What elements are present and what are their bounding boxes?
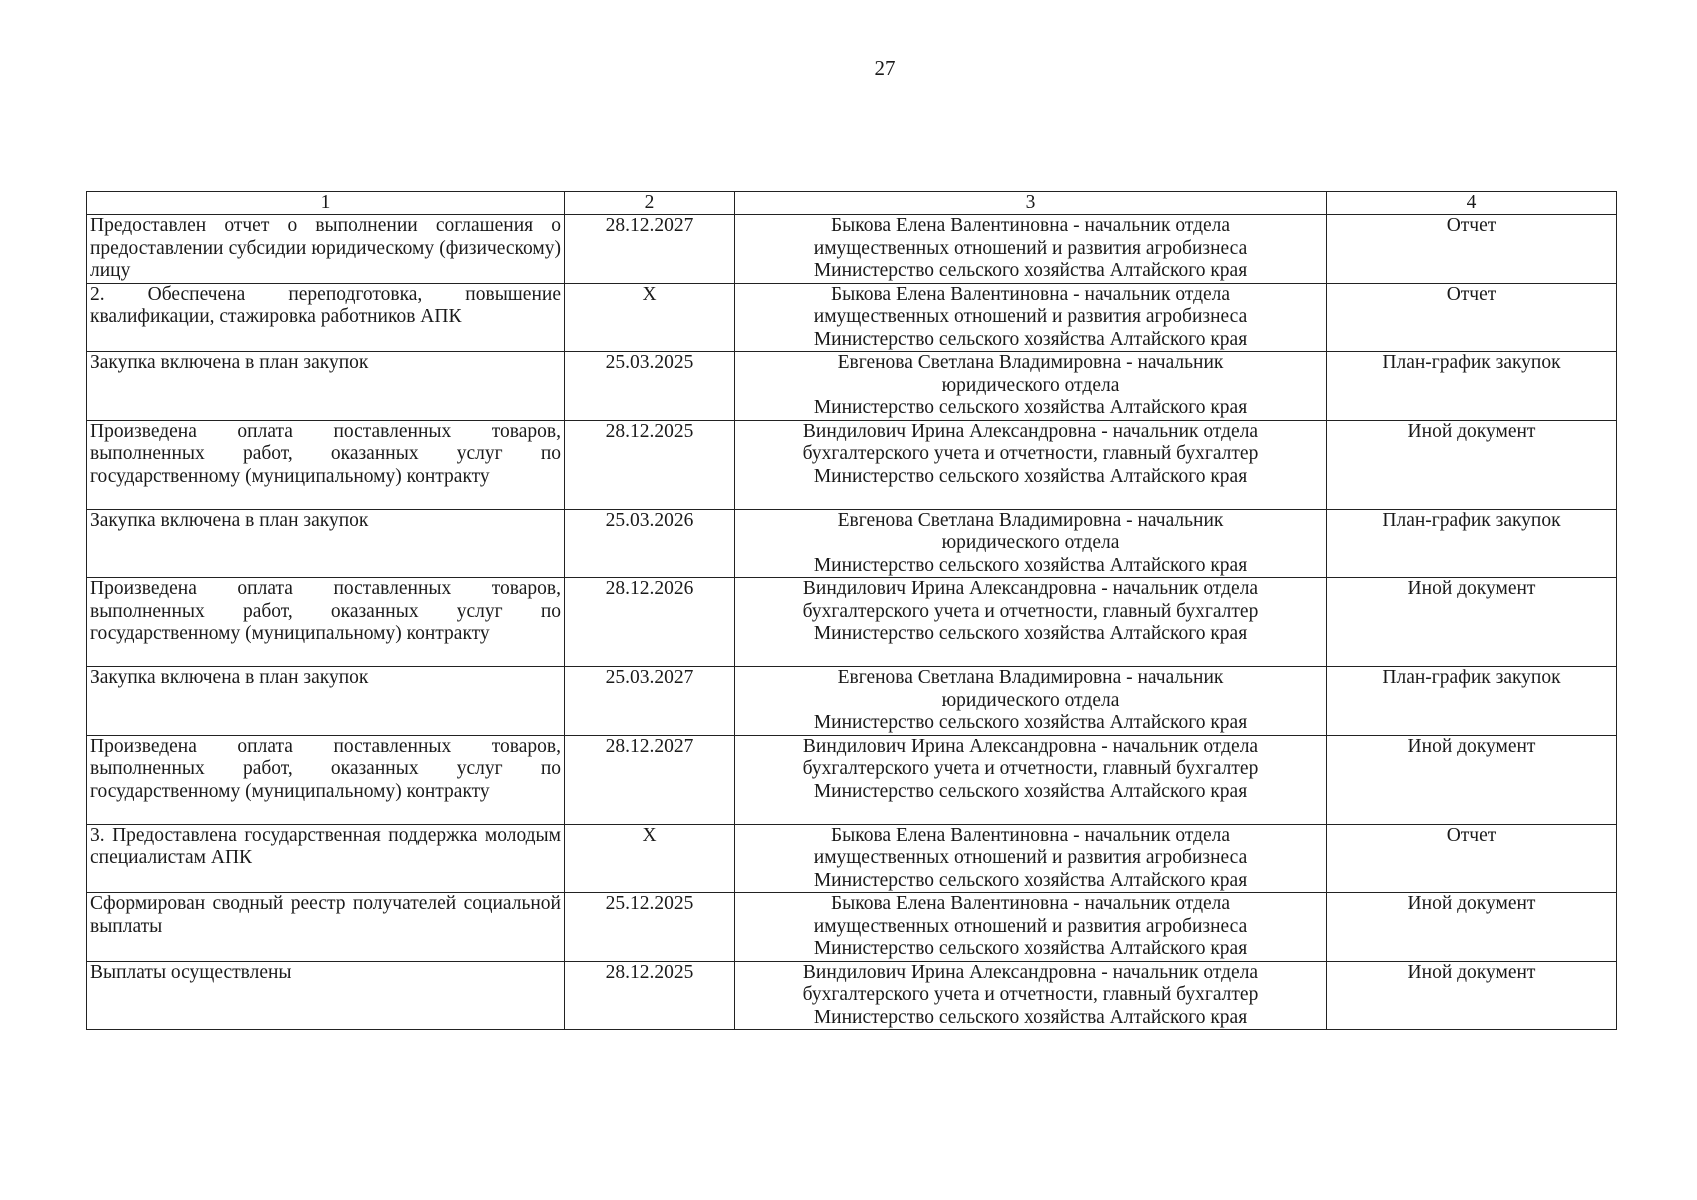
responsible-line: Министерство сельского хозяйства Алтайского края bbox=[813, 780, 1248, 802]
responsible-cell bbox=[735, 420, 1327, 509]
date-cell: 25.12.2025 bbox=[565, 893, 735, 962]
responsible-line: Министерство сельского хозяйства Алтайского края bbox=[813, 328, 1248, 350]
date-cell: 28.12.2027 bbox=[565, 215, 735, 284]
responsible-cell bbox=[735, 735, 1327, 824]
document-cell: План-график закупок bbox=[1327, 667, 1617, 736]
document-cell: Иной документ bbox=[1327, 893, 1617, 962]
table-row bbox=[87, 578, 1617, 667]
responsible-line: Виндилович Ирина Александровна - начальник отдела bbox=[802, 420, 1259, 442]
table-row bbox=[87, 824, 1617, 893]
responsible-line: Министерство сельского хозяйства Алтайского края bbox=[813, 938, 1248, 959]
date-cell: 28.12.2025 bbox=[565, 420, 735, 509]
responsible-cell bbox=[735, 352, 1327, 421]
date-cell: 25.03.2027 bbox=[565, 667, 735, 736]
responsible-line: Виндилович Ирина Александровна - начальник отдела bbox=[802, 735, 1259, 757]
date-cell: X bbox=[565, 283, 735, 352]
column-header-4: 4 bbox=[1327, 192, 1617, 215]
responsible-line: бухгалтерского учета и отчетности, главный бухгалтер bbox=[802, 758, 1259, 779]
column-header-1: 1 bbox=[87, 192, 565, 215]
event-cell: Выплаты осуществлены bbox=[87, 961, 565, 1030]
column-header-3: 3 bbox=[735, 192, 1327, 215]
responsible-line: Быкова Елена Валентиновна - начальник отдела bbox=[830, 215, 1231, 236]
responsible-cell bbox=[735, 509, 1327, 578]
responsible-line: Евгенова Светлана Владимировна - начальник bbox=[837, 667, 1224, 688]
date-cell: 28.12.2026 bbox=[565, 578, 735, 667]
event-cell: Произведена оплата поставленных товаров, выполненных работ, оказанных услуг по государственному (муниципальному) контракту bbox=[87, 420, 565, 509]
responsible-line: имущественных отношений и развития агробизнеса bbox=[813, 306, 1248, 327]
responsible-cell bbox=[735, 283, 1327, 352]
responsible-line: Быкова Елена Валентиновна - начальник отдела bbox=[830, 893, 1231, 914]
document-cell: Иной документ bbox=[1327, 420, 1617, 509]
table-row bbox=[87, 961, 1617, 1030]
responsible-line: бухгалтерского учета и отчетности, главный бухгалтер bbox=[802, 984, 1259, 1005]
date-cell: 28.12.2025 bbox=[565, 961, 735, 1030]
table-row bbox=[87, 509, 1617, 578]
table-header-row bbox=[87, 192, 1617, 215]
responsible-line: Министерство сельского хозяйства Алтайского края bbox=[813, 869, 1248, 891]
event-cell: Закупка включена в план закупок bbox=[87, 509, 565, 578]
document-cell: Иной документ bbox=[1327, 578, 1617, 667]
table-row bbox=[87, 667, 1617, 736]
responsible-line: Министерство сельского хозяйства Алтайского края bbox=[813, 712, 1248, 733]
event-cell: Закупка включена в план закупок bbox=[87, 352, 565, 421]
responsible-line: Министерство сельского хозяйства Алтайского края bbox=[813, 1006, 1248, 1028]
event-cell: Предоставлен отчет о выполнении соглашения о предоставлении субсидии юридическому (физическому) лицу bbox=[87, 215, 565, 284]
event-cell: 3. Предоставлена государственная поддержка молодым специалистам АПК bbox=[87, 824, 565, 893]
responsible-line: имущественных отношений и развития агробизнеса bbox=[813, 915, 1248, 937]
responsible-line: имущественных отношений и развития агробизнеса bbox=[813, 847, 1248, 868]
event-cell: 2. Обеспечена переподготовка, повышение квалификации, стажировка работников АПК bbox=[87, 283, 565, 352]
responsible-line: бухгалтерского учета и отчетности, главный бухгалтер bbox=[802, 600, 1259, 622]
responsible-cell bbox=[735, 215, 1327, 284]
table-row bbox=[87, 283, 1617, 352]
event-cell: Произведена оплата поставленных товаров, выполненных работ, оказанных услуг по государственному (муниципальному) контракту bbox=[87, 735, 565, 824]
events-table bbox=[86, 191, 1617, 1030]
responsible-line: юридического отдела bbox=[941, 689, 1120, 711]
table-row bbox=[87, 735, 1617, 824]
table-row bbox=[87, 352, 1617, 421]
event-cell: Сформирован сводный реестр получателей социальной выплаты bbox=[87, 893, 565, 962]
document-cell: Отчет bbox=[1327, 283, 1617, 352]
table-row bbox=[87, 215, 1617, 284]
responsible-line: Министерство сельского хозяйства Алтайского края bbox=[813, 397, 1248, 418]
date-cell: 25.03.2025 bbox=[565, 352, 735, 421]
responsible-cell bbox=[735, 578, 1327, 667]
responsible-cell bbox=[735, 893, 1327, 962]
responsible-line: юридического отдела bbox=[941, 374, 1120, 396]
responsible-line: Министерство сельского хозяйства Алтайского края bbox=[813, 623, 1248, 644]
column-header-2: 2 bbox=[565, 192, 735, 215]
document-cell: Отчет bbox=[1327, 215, 1617, 284]
table-row bbox=[87, 893, 1617, 962]
responsible-line: Министерство сельского хозяйства Алтайского края bbox=[813, 554, 1248, 576]
responsible-line: Евгенова Светлана Владимировна - начальник bbox=[837, 352, 1224, 373]
responsible-line: юридического отдела bbox=[941, 532, 1120, 553]
date-cell: X bbox=[565, 824, 735, 893]
responsible-cell bbox=[735, 961, 1327, 1030]
responsible-line: Евгенова Светлана Владимировна - начальник bbox=[837, 509, 1224, 531]
responsible-line: Виндилович Ирина Александровна - начальник отдела bbox=[802, 578, 1259, 599]
responsible-cell bbox=[735, 824, 1327, 893]
table-row bbox=[87, 420, 1617, 509]
responsible-line: Виндилович Ирина Александровна - начальник отдела bbox=[802, 961, 1259, 983]
event-cell: Произведена оплата поставленных товаров, выполненных работ, оказанных услуг по государственному (муниципальному) контракту bbox=[87, 578, 565, 667]
responsible-line: имущественных отношений и развития агробизнеса bbox=[813, 237, 1248, 259]
document-cell: Отчет bbox=[1327, 824, 1617, 893]
page-number: 27 bbox=[874, 56, 896, 80]
responsible-line: Министерство сельского хозяйства Алтайского края bbox=[813, 465, 1248, 487]
responsible-line: Быкова Елена Валентиновна - начальник отдела bbox=[830, 283, 1231, 305]
document-cell: План-график закупок bbox=[1327, 352, 1617, 421]
responsible-line: Быкова Елена Валентиновна - начальник отдела bbox=[830, 824, 1231, 846]
date-cell: 25.03.2026 bbox=[565, 509, 735, 578]
document-cell: Иной документ bbox=[1327, 961, 1617, 1030]
document-cell: Иной документ bbox=[1327, 735, 1617, 824]
responsible-cell bbox=[735, 667, 1327, 736]
document-cell: План-график закупок bbox=[1327, 509, 1617, 578]
responsible-line: Министерство сельского хозяйства Алтайского края bbox=[813, 260, 1248, 281]
date-cell: 28.12.2027 bbox=[565, 735, 735, 824]
event-cell: Закупка включена в план закупок bbox=[87, 667, 565, 736]
responsible-line: бухгалтерского учета и отчетности, главный бухгалтер bbox=[802, 443, 1259, 464]
